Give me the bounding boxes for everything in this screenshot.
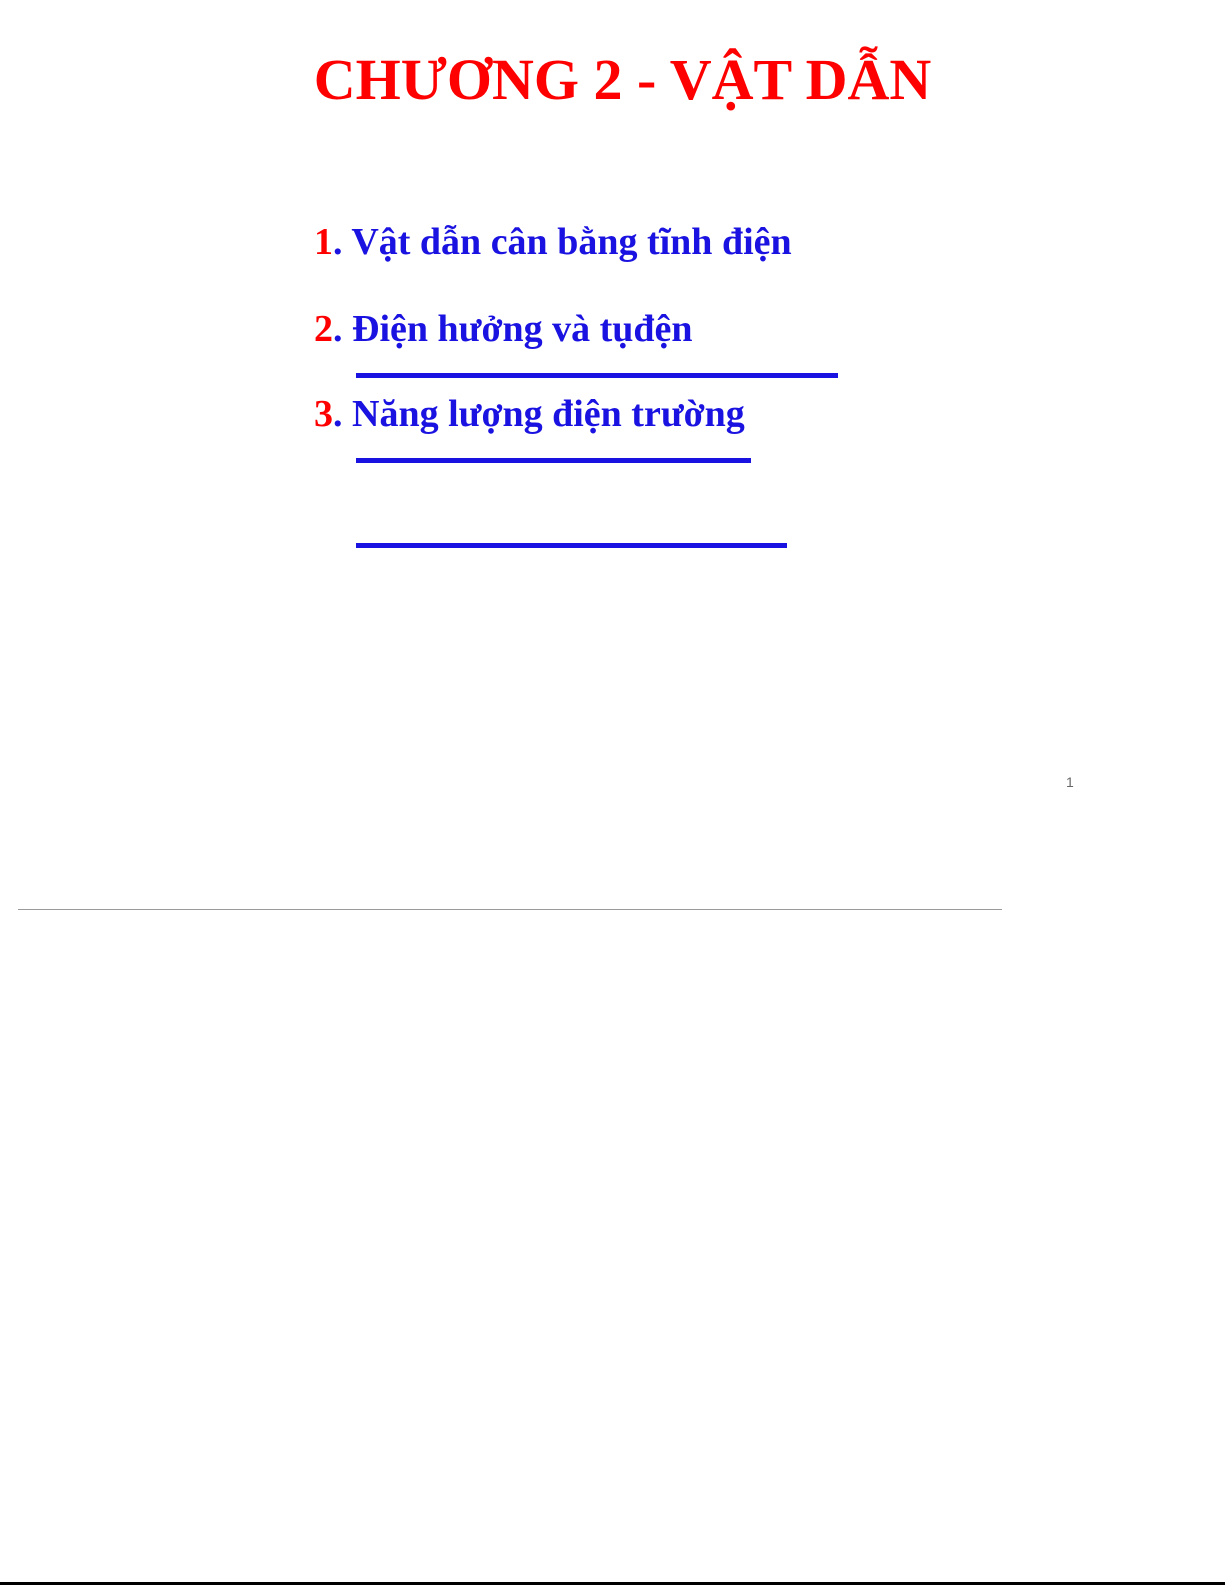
toc-item-number: 1 <box>314 221 333 263</box>
page-divider <box>18 909 1002 910</box>
toc-item-text: Năng lượng điện trường <box>352 393 745 435</box>
toc-item-number: 3 <box>314 393 333 435</box>
underline-rule <box>356 458 751 463</box>
toc-item-separator: . <box>333 221 352 263</box>
underline-rule <box>356 543 787 548</box>
toc-item-number: 2 <box>314 308 333 350</box>
toc-item-text: Vật dẫn cân bằng tĩnh điện <box>351 221 792 263</box>
underline-rule <box>356 373 838 378</box>
page-number: 1 <box>1066 774 1074 790</box>
toc-item-text: Điện hưởng và tụđện <box>352 308 693 350</box>
toc-item-2 <box>314 305 693 353</box>
toc-item-separator: . <box>333 393 352 435</box>
toc-item-1 <box>314 218 792 266</box>
toc-item-separator: . <box>333 308 352 350</box>
page-title: CHƯƠNG 2 - VẬT DẪN <box>313 47 932 112</box>
toc-item-3 <box>314 390 745 438</box>
